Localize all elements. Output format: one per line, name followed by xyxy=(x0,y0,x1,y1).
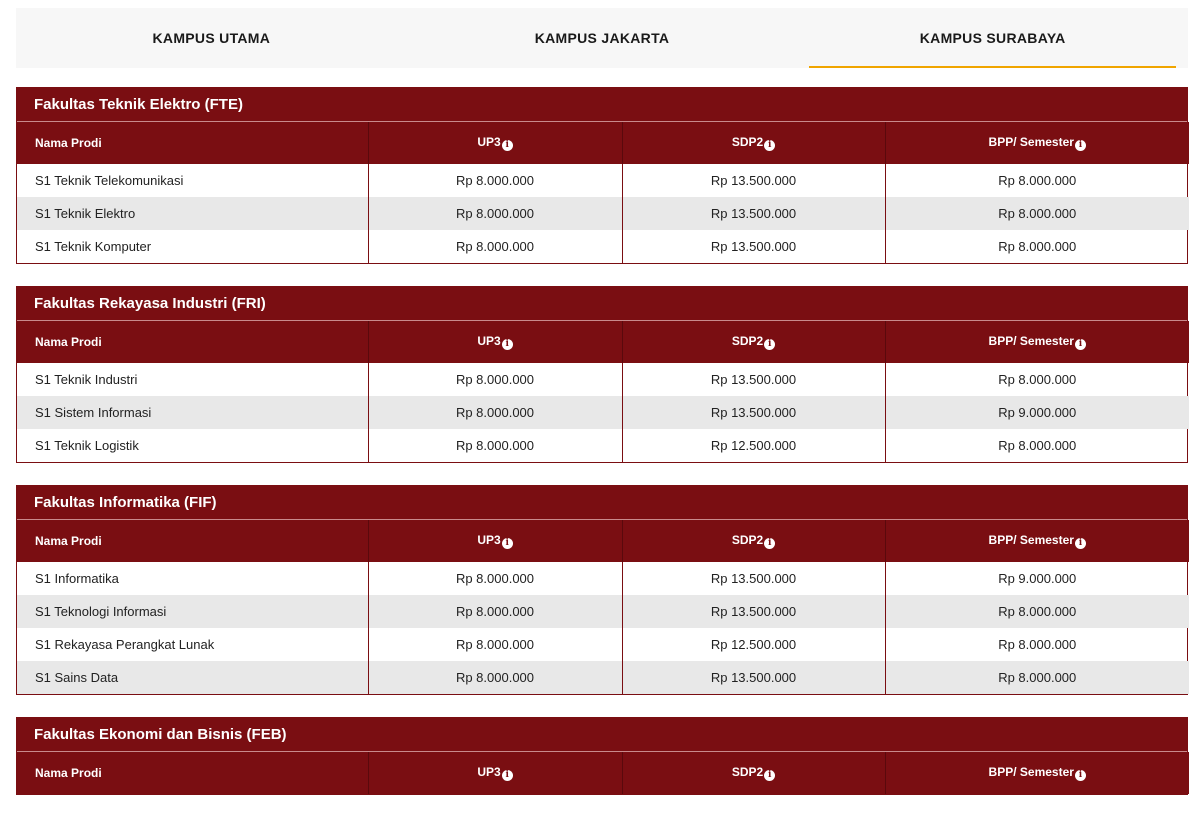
info-icon[interactable]: i xyxy=(764,140,775,151)
table-row xyxy=(17,396,1189,429)
prodi-name-cell: S1 Teknologi Informasi xyxy=(35,604,167,619)
up3-cell: Rp 8.000.000 xyxy=(368,197,622,230)
up3-cell: Rp 8.000.000 xyxy=(368,429,622,462)
column-label: UP3 xyxy=(477,135,501,149)
info-icon[interactable]: i xyxy=(502,770,513,781)
prodi-name-cell: S1 Rekayasa Perangkat Lunak xyxy=(35,637,215,652)
info-icon[interactable]: i xyxy=(502,339,513,350)
table-header-row xyxy=(17,520,1189,562)
column-label: BPP/ Semester xyxy=(988,533,1074,547)
sdp2-cell: Rp 13.500.000 xyxy=(622,562,885,595)
col-header-nama-prodi xyxy=(17,122,368,164)
col-header-sdp2 xyxy=(622,122,885,164)
table-row xyxy=(17,628,1189,661)
column-label: SDP2 xyxy=(731,533,764,547)
info-icon[interactable]: i xyxy=(1075,770,1086,781)
col-header-bpp xyxy=(885,752,1189,794)
col-header-bpp xyxy=(885,520,1189,562)
bpp-cell: Rp 8.000.000 xyxy=(885,429,1189,462)
faculty-title: Fakultas Teknik Elektro (FTE) xyxy=(17,88,1187,122)
table-row xyxy=(17,429,1189,462)
info-icon[interactable]: i xyxy=(1075,339,1086,350)
bpp-cell: Rp 8.000.000 xyxy=(885,363,1189,396)
up3-cell: Rp 8.000.000 xyxy=(368,396,622,429)
prodi-name-cell: S1 Sains Data xyxy=(35,670,119,685)
info-icon[interactable]: i xyxy=(502,140,513,151)
sdp2-cell: Rp 13.500.000 xyxy=(622,164,885,197)
sdp2-cell: Rp 13.500.000 xyxy=(622,230,885,263)
sdp2-cell: Rp 13.500.000 xyxy=(622,595,885,628)
table-row xyxy=(17,661,1189,694)
prodi-name-cell: S1 Informatika xyxy=(35,571,119,586)
column-label: SDP2 xyxy=(731,135,764,149)
col-header-bpp xyxy=(885,321,1189,363)
faculty-title: Fakultas Informatika (FIF) xyxy=(17,486,1187,520)
up3-cell: Rp 8.000.000 xyxy=(368,562,622,595)
column-label: UP3 xyxy=(477,334,501,348)
up3-cell: Rp 8.000.000 xyxy=(368,363,622,396)
bpp-cell: Rp 8.000.000 xyxy=(885,197,1189,230)
prodi-name-cell: S1 Teknik Elektro xyxy=(35,206,136,221)
up3-cell: Rp 8.000.000 xyxy=(368,164,622,197)
table-header-row xyxy=(17,752,1189,794)
info-icon[interactable]: i xyxy=(1075,538,1086,549)
column-label: UP3 xyxy=(477,765,501,779)
col-header-sdp2 xyxy=(622,321,885,363)
fee-table xyxy=(17,321,1189,462)
col-header-bpp xyxy=(885,122,1189,164)
fee-table xyxy=(17,520,1189,694)
tab-kampus-surabaya[interactable]: KAMPUS SURABAYA xyxy=(797,8,1188,68)
column-label: BPP/ Semester xyxy=(988,765,1074,779)
column-label: Nama Prodi xyxy=(35,766,102,780)
info-icon[interactable]: i xyxy=(764,339,775,350)
sdp2-cell: Rp 13.500.000 xyxy=(622,197,885,230)
table-row xyxy=(17,164,1189,197)
column-label: Nama Prodi xyxy=(35,534,102,548)
table-header-row xyxy=(17,321,1189,363)
sdp2-cell: Rp 12.500.000 xyxy=(622,628,885,661)
faculty-section xyxy=(16,87,1188,264)
prodi-name-cell: S1 Teknik Logistik xyxy=(35,438,139,453)
faculty-title: Fakultas Ekonomi dan Bisnis (FEB) xyxy=(17,718,1187,752)
info-icon[interactable]: i xyxy=(1075,140,1086,151)
table-row xyxy=(17,562,1189,595)
info-icon[interactable]: i xyxy=(764,770,775,781)
column-label: SDP2 xyxy=(731,334,764,348)
col-header-up3 xyxy=(368,752,622,794)
table-row xyxy=(17,230,1189,263)
column-label: Nama Prodi xyxy=(35,136,102,150)
up3-cell: Rp 8.000.000 xyxy=(368,628,622,661)
sdp2-cell: Rp 13.500.000 xyxy=(622,661,885,694)
faculty-section xyxy=(16,485,1188,695)
table-row xyxy=(17,595,1189,628)
column-label: Nama Prodi xyxy=(35,335,102,349)
column-label: BPP/ Semester xyxy=(988,135,1074,149)
prodi-name-cell: S1 Teknik Komputer xyxy=(35,239,152,254)
col-header-nama-prodi xyxy=(17,520,368,562)
col-header-up3 xyxy=(368,122,622,164)
column-label: UP3 xyxy=(477,533,501,547)
bpp-cell: Rp 8.000.000 xyxy=(885,230,1189,263)
info-icon[interactable]: i xyxy=(764,538,775,549)
bpp-cell: Rp 8.000.000 xyxy=(885,595,1189,628)
fee-table xyxy=(17,122,1189,263)
sdp2-cell: Rp 13.500.000 xyxy=(622,363,885,396)
prodi-name-cell: S1 Teknik Industri xyxy=(35,372,138,387)
col-header-nama-prodi xyxy=(17,321,368,363)
col-header-up3 xyxy=(368,520,622,562)
table-header-row xyxy=(17,122,1189,164)
col-header-sdp2 xyxy=(622,520,885,562)
faculty-title: Fakultas Rekayasa Industri (FRI) xyxy=(17,287,1187,321)
column-label: BPP/ Semester xyxy=(988,334,1074,348)
faculty-section xyxy=(16,286,1188,463)
bpp-cell: Rp 8.000.000 xyxy=(885,661,1189,694)
tab-kampus-jakarta[interactable]: KAMPUS JAKARTA xyxy=(534,30,670,46)
prodi-name-cell: S1 Sistem Informasi xyxy=(35,405,152,420)
info-icon[interactable]: i xyxy=(502,538,513,549)
col-header-sdp2 xyxy=(622,752,885,794)
fee-table xyxy=(17,752,1189,794)
column-label: SDP2 xyxy=(731,765,764,779)
bpp-cell: Rp 9.000.000 xyxy=(885,396,1189,429)
col-header-nama-prodi xyxy=(17,752,368,794)
sdp2-cell: Rp 13.500.000 xyxy=(622,396,885,429)
faculty-list xyxy=(16,87,1188,817)
bpp-cell: Rp 9.000.000 xyxy=(885,562,1189,595)
campus-tabs xyxy=(16,8,1188,68)
up3-cell: Rp 8.000.000 xyxy=(368,230,622,263)
sdp2-cell: Rp 12.500.000 xyxy=(622,429,885,462)
col-header-up3 xyxy=(368,321,622,363)
up3-cell: Rp 8.000.000 xyxy=(368,661,622,694)
up3-cell: Rp 8.000.000 xyxy=(368,595,622,628)
table-row xyxy=(17,363,1189,396)
tab-kampus-utama[interactable]: KAMPUS UTAMA xyxy=(152,30,271,46)
prodi-name-cell: S1 Teknik Telekomunikasi xyxy=(35,173,184,188)
bpp-cell: Rp 8.000.000 xyxy=(885,164,1189,197)
bpp-cell: Rp 8.000.000 xyxy=(885,628,1189,661)
table-row xyxy=(17,197,1189,230)
faculty-section xyxy=(16,717,1188,795)
